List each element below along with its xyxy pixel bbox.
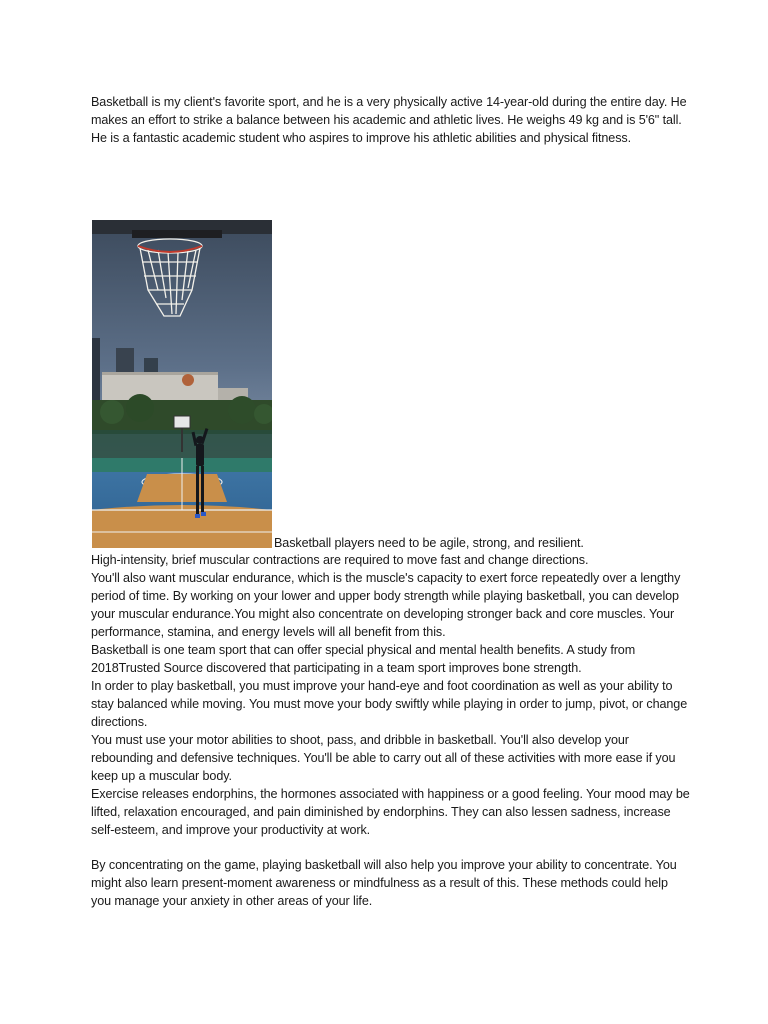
- intro-paragraph: Basketball is my client's favorite sport, and he is a very physically active 14-year-old during the entire day. He makes an effort to strike a balance between his academic and athletic lives. He weighs 49 kg and is 5'6" tall. He is a fantastic academic student who aspires to improve his athletic abilities and physical fitness.: [91, 95, 687, 145]
- paragraph: In order to play basketball, you must improve your hand-eye and foot coordination as well as your ability to stay balanced while moving. You must move your body swiftly while playing in order to jump, pivot, or change directions.: [91, 679, 688, 729]
- paragraph: Basketball is one team sport that can offer special physical and mental health benefits. A study from 2018Trusted Source discovered that participating in a team sport improves bone strength.: [91, 643, 636, 675]
- paragraph: Exercise releases endorphins, the hormones associated with happiness or a good feeling. Your mood may be lifted, relaxation encouraged, and pain diminished by endorphins. They can also lessen sadness, increase self-esteem, and improve your productivity at work.: [91, 787, 690, 837]
- basketball-photo: [92, 220, 272, 548]
- image-caption: Basketball players need to be agile, strong, and resilient.: [274, 536, 584, 550]
- paragraph: You'll also want muscular endurance, which is the muscle's capacity to exert force repeatedly over a lengthy period of time. By working on your lower and upper body strength while playing basketball, you can develop your muscular endurance.You might also concentrate on developing stronger back and core muscles. Your performance, stamina, and energy levels will all benefit from this.: [91, 571, 681, 639]
- body-text: [91, 551, 691, 839]
- paragraph: You must use your motor abilities to shoot, pass, and dribble in basketball. You'll also develop your rebounding and defensive techniques. You'll be able to carry out all of these activities with more ease if you keep up a muscular body.: [91, 733, 676, 783]
- closing-paragraph: [91, 856, 691, 910]
- paragraph: By concentrating on the game, playing basketball will also help you improve your ability to concentrate. You might also learn present-moment awareness or mindfulness as a result of this. These methods could help you manage your anxiety in other areas of your life.: [91, 858, 677, 908]
- paragraph: High-intensity, brief muscular contractions are required to move fast and change directions.: [91, 553, 589, 567]
